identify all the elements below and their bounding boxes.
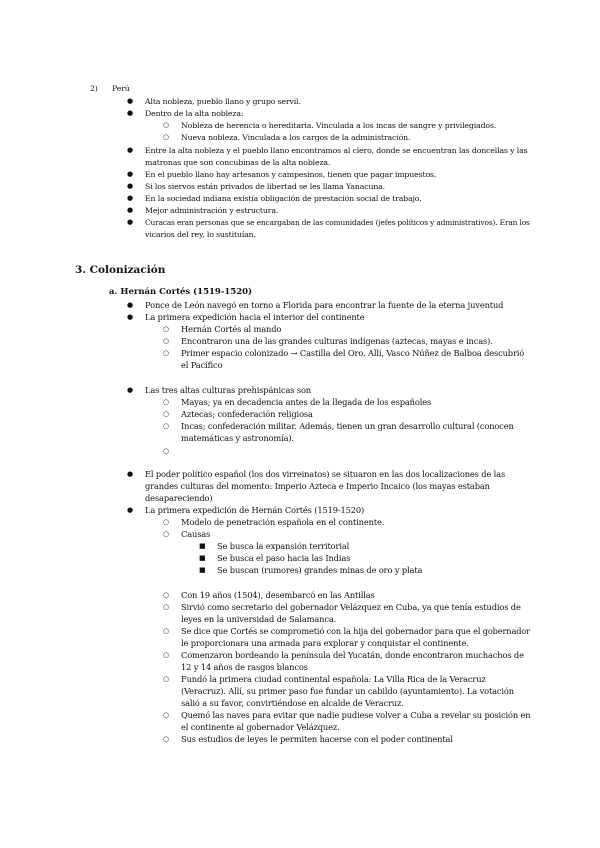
bullet-icon: ● bbox=[127, 218, 134, 226]
bullet-icon: ● bbox=[127, 206, 134, 214]
list-subitem: Primer espacio colonizado → Castilla del Oro. Allí, Vasco Núñez de Balboa descubrió bbox=[181, 348, 525, 358]
list-subitem: Hernán Cortés al mando bbox=[181, 324, 282, 334]
list-subitem-continued: 12 y 14 años de rasgos blancos bbox=[181, 662, 308, 672]
subsection-heading: a. Hernán Cortés (1519-1520) bbox=[109, 287, 253, 297]
section-heading: 3. Colonización bbox=[75, 264, 166, 276]
circle-bullet-icon: ○ bbox=[163, 325, 170, 333]
bullet-icon: ● bbox=[127, 470, 134, 478]
bullet-icon: ● bbox=[127, 313, 134, 321]
list-item: Mejor administración y estructura. bbox=[145, 206, 279, 215]
circle-bullet-icon: ○ bbox=[163, 337, 170, 345]
circle-bullet-icon: ○ bbox=[163, 591, 170, 599]
list-subitem-continued: (Veracruz). Allí, su primer paso fue fundar un cabildo (ayuntamiento). La votación bbox=[181, 686, 514, 696]
circle-bullet-icon: ○ bbox=[163, 447, 170, 455]
circle-bullet-icon: ○ bbox=[163, 711, 170, 719]
list-subitem: Encontraron una de las grandes culturas indígenas (aztecas, mayas e incas). bbox=[181, 336, 493, 346]
circle-bullet-icon: ○ bbox=[163, 530, 170, 538]
list-item: Dentro de la alta nobleza: bbox=[145, 109, 244, 118]
list-item: La primera expedición de Hernán Cortés (1519-1520) bbox=[145, 505, 365, 515]
circle-bullet-icon: ○ bbox=[163, 121, 170, 129]
circle-bullet-icon: ○ bbox=[163, 398, 170, 406]
list-subitem: Modelo de penetración española en el continente. bbox=[181, 517, 385, 527]
list-subitem: Comenzaron bordeando la península del Yucatán, donde encontraron muchachos de bbox=[181, 650, 524, 660]
square-bullet-icon: ■ bbox=[199, 554, 206, 562]
circle-bullet-icon: ○ bbox=[163, 603, 170, 611]
list-item-continued: grandes culturas del momento: Imperio Azteca e Imperio Incaico (los mayas estaban bbox=[145, 481, 490, 491]
list-subsubitem: Se buscan (rumores) grandes minas de oro y plata bbox=[217, 565, 423, 575]
list-item: Entre la alta nobleza y el pueblo llano encontramos al clero, donde se encuentran las doncellas y las bbox=[145, 146, 528, 155]
list-subsubitem: Se busca la expansión territorial bbox=[217, 541, 350, 551]
list-subitem-continued: salió a su favor, convirtiéndose en alcalde de Veracruz. bbox=[181, 698, 404, 708]
bullet-icon: ● bbox=[127, 194, 134, 202]
bullet-icon: ● bbox=[127, 109, 134, 117]
circle-bullet-icon: ○ bbox=[163, 349, 170, 357]
bullet-icon: ● bbox=[127, 170, 134, 178]
list-item: La primera expedición hacia el interior del continente bbox=[145, 312, 365, 322]
bullet-icon: ● bbox=[127, 301, 134, 309]
list-item: En la sociedad indiana existía obligación de prestación social de trabajo. bbox=[145, 194, 422, 203]
list-subitem: Sus estudios de leyes le permiten hacerse con el poder continental bbox=[181, 734, 453, 744]
list-subitem: Causas bbox=[181, 529, 211, 539]
list-subitem-continued: el Pacífico bbox=[181, 360, 223, 370]
list-subitem: Aztecas; confederación religiosa bbox=[181, 409, 313, 419]
square-bullet-icon: ■ bbox=[199, 566, 206, 574]
list-subitem-continued: le proporcionara una armada para explorar y conquistar el continente. bbox=[181, 638, 469, 648]
circle-bullet-icon: ○ bbox=[163, 133, 170, 141]
list-item: Si los siervos están privados de libertad se les llama Yanacuna. bbox=[145, 182, 386, 191]
list-subitem: Nobleza de herencia o hereditaria. Vinculada a los incas de sangre y privilegiados. bbox=[181, 121, 497, 130]
circle-bullet-icon: ○ bbox=[163, 518, 170, 526]
bullet-icon: ● bbox=[127, 182, 134, 190]
list-subitem-continued: el continente al gobernador Velázquez. bbox=[181, 722, 340, 732]
list-subitem: Sirvió como secretario del gobernador Velázquez en Cuba, ya que tenía estudios de bbox=[181, 602, 521, 612]
list-item: Alta nobleza, pueblo llano y grupo servil. bbox=[145, 97, 301, 106]
bullet-icon: ● bbox=[127, 386, 134, 394]
list-subitem: Se dice que Cortés se comprometió con la hija del gobernador para que el gobernador bbox=[181, 626, 530, 636]
circle-bullet-icon: ○ bbox=[163, 651, 170, 659]
list-subitem-continued: matemáticas y astronomía). bbox=[181, 433, 294, 443]
circle-bullet-icon: ○ bbox=[163, 675, 170, 683]
bullet-icon: ● bbox=[127, 506, 134, 514]
list-item: En el pueblo llano hay artesanos y campesinos, tienen que pagar impuestos. bbox=[145, 170, 437, 179]
list-item: Ponce de León navegó en torno a Florida para encontrar la fuente de la eterna juventud bbox=[145, 300, 504, 310]
circle-bullet-icon: ○ bbox=[163, 422, 170, 430]
list-subitem: Fundó la primera ciudad continental española: La Villa Rica de la Veracruz bbox=[181, 674, 486, 684]
list-item: Curacas eran personas que se encargaban de las comunidades (jefes políticos y administrativos). Eran los bbox=[145, 218, 530, 227]
list-item-continued: desapareciendo) bbox=[145, 493, 213, 503]
list-subitem: Incas; confederación militar. Además, tienen un gran desarrollo cultural (conocen bbox=[181, 421, 514, 431]
list-item-continued: matronas que son concubinas de la alta nobleza. bbox=[145, 158, 331, 167]
list-subitem: Con 19 años (1504), desembarcó en las Antillas bbox=[181, 590, 375, 600]
circle-bullet-icon: ○ bbox=[163, 735, 170, 743]
list-item-continued: vicarios del rey, lo sustituían. bbox=[145, 230, 256, 239]
list-subitem: Mayas; ya en decadencia antes de la llegada de los españoles bbox=[181, 397, 432, 407]
list-item: Las tres altas culturas prehispánicas son bbox=[145, 385, 311, 395]
list-subitem: Nueva nobleza. Vinculada a los cargos de la administración. bbox=[181, 133, 411, 142]
circle-bullet-icon: ○ bbox=[163, 627, 170, 635]
square-bullet-icon: ■ bbox=[199, 542, 206, 550]
bullet-icon: ● bbox=[127, 97, 134, 105]
bullet-icon: ● bbox=[127, 146, 134, 154]
list-number: 2) bbox=[90, 84, 98, 93]
list-item: El poder político español (los dos virreinatos) se situaron en las dos localizaciones de las bbox=[145, 469, 506, 479]
list-subsubitem: Se busca el paso hacia las Indias bbox=[217, 553, 351, 563]
list-subitem-continued: leyes en la universidad de Salamanca. bbox=[181, 614, 337, 624]
section-title-peru: Perú bbox=[112, 84, 130, 93]
list-subitem: Quemó las naves para evitar que nadie pudiese volver a Cuba a revelar su posición en bbox=[181, 710, 531, 720]
circle-bullet-icon: ○ bbox=[163, 410, 170, 418]
